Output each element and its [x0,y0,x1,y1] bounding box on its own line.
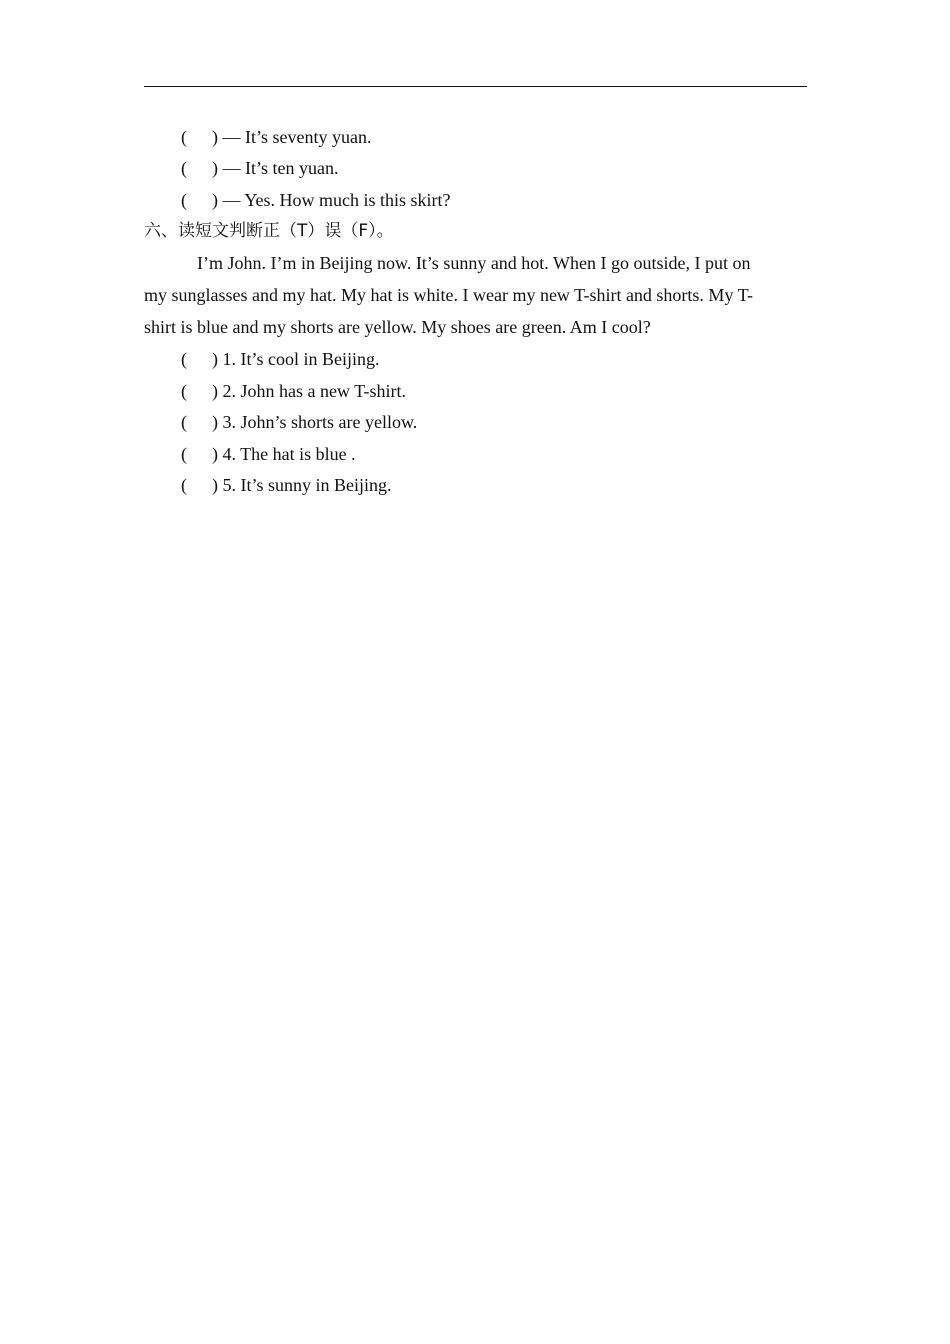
answer-open-paren: ( [181,158,187,178]
dialogue-text: — Yes. How much is this skirt? [222,190,451,210]
answer-open-paren: ( [181,444,187,464]
answer-open-paren: ( [181,475,187,495]
question-item [181,411,417,433]
dialogue-text: — It’s seventy yuan. [222,127,372,147]
reading-passage [144,247,807,343]
answer-close-paren: ) [212,190,218,210]
passage-line: my sunglasses and my hat. My hat is white. I wear my new T-shirt and shorts. My T- [144,285,753,305]
question-text: 5. It’s sunny in Beijing. [222,475,392,495]
answer-open-paren: ( [181,127,187,147]
answer-close-paren: ) [212,127,218,147]
header-rule [144,86,807,87]
passage-line: I’m John. I’m in Beijing now. It’s sunny and hot. When I go outside, I put on [197,253,751,273]
question-item [181,380,406,402]
question-text: 4. The hat is blue . [222,444,356,464]
answer-open-paren: ( [181,190,187,210]
answer-open-paren: ( [181,412,187,432]
dialogue-item [181,157,338,179]
question-item [181,348,380,370]
answer-open-paren: ( [181,381,187,401]
dialogue-item [181,126,371,148]
answer-close-paren: ) [212,444,218,464]
question-text: 1. It’s cool in Beijing. [222,349,380,369]
answer-close-paren: ) [212,475,218,495]
dialogue-text: — It’s ten yuan. [222,158,339,178]
question-text: 2. John has a new T-shirt. [222,381,406,401]
dialogue-item [181,189,451,211]
question-text: 3. John’s shorts are yellow. [222,412,418,432]
answer-close-paren: ) [212,381,218,401]
answer-open-paren: ( [181,349,187,369]
answer-close-paren: ) [212,412,218,432]
section-title: 六、读短文判断正（T）误（F）。 [144,221,394,241]
question-item [181,474,392,496]
passage-line: shirt is blue and my shorts are yellow. My shoes are green. Am I cool? [144,317,651,337]
answer-close-paren: ) [212,349,218,369]
answer-close-paren: ) [212,158,218,178]
question-item [181,443,356,465]
